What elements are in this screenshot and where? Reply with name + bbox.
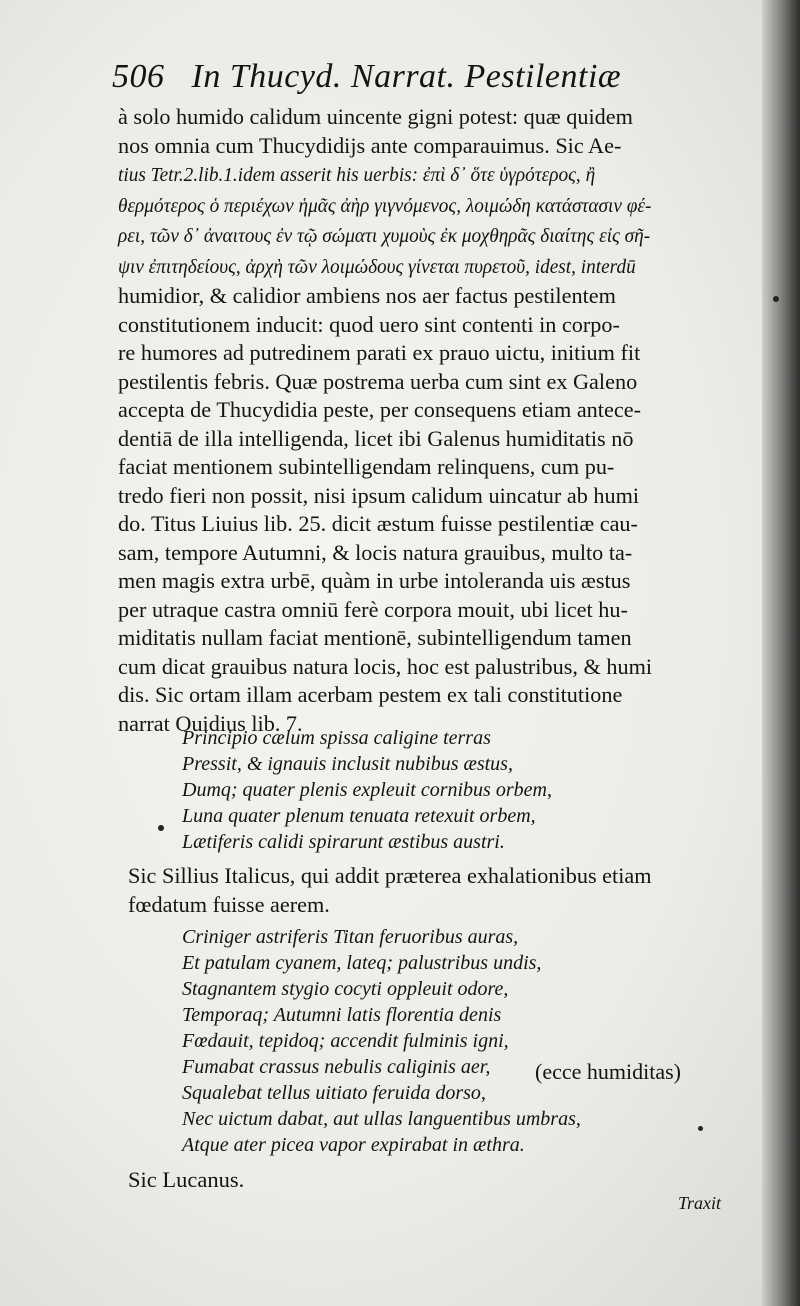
- verse-line: Atque ater picea vapor expirabat in æthra.: [182, 1134, 525, 1156]
- silius-verse: [182, 924, 581, 1158]
- text-line: ρει, τῶν δ᾽ ἀναιτους ἐν τῷ σώματι χυμοὺς ἐκ μοχθηρᾶς διαίτης εἰς σῆ-: [118, 226, 651, 247]
- text-line: à solo humido calidum uincente gigni potest: quæ quidem: [118, 104, 633, 129]
- text-line: do. Titus Liuius lib. 25. dicit æstum fuisse pestilentiæ cau-: [118, 511, 638, 536]
- text-line: constitutionem inducit: quod uero sint contenti in corpo-: [118, 311, 620, 337]
- show-through-margin: [20, 520, 130, 580]
- verse-line: Temporaq; Autumni latis florentia denis: [182, 1004, 502, 1026]
- text-line: dis. Sic ortam illam acerbam pestem ex tali constitutione: [118, 682, 623, 707]
- verse-line: Fumabat crassus nebulis caliginis aer,: [182, 1056, 491, 1078]
- text-line: nos omnia cum Thucydidijs ante comparauimus. Sic Ae-: [118, 132, 622, 158]
- catchword: Traxit: [678, 1193, 722, 1213]
- text-line: re humores ad putredinem parati ex prauo uictu, initium fit: [118, 340, 641, 365]
- marginal-gloss: (ecce humiditas): [535, 1059, 681, 1084]
- verse-line: Principio cælum spissa caligine terras: [182, 727, 491, 749]
- ovid-verse: [182, 725, 552, 855]
- text-line: sam, tempore Autumni, & locis natura grauibus, multo ta-: [118, 539, 633, 565]
- closing-line: [128, 1166, 244, 1195]
- text-line: Sic Sillius Italicus, qui addit præterea exhalationibus etiam: [128, 863, 652, 888]
- closing-text: Sic Lucanus.: [128, 1167, 245, 1192]
- verse-line: Nec uictum dabat, aut ullas languentibus umbras,: [182, 1108, 581, 1130]
- text-line: ψιν ἐπιτηδείους, ἀρχὴ τῶν λοιμώδους γίνεται πυρετοῦ, idest, interdū: [118, 256, 636, 278]
- verse-line: Fœdauit, tepidoq; accendit fulminis igni,: [182, 1030, 509, 1052]
- text-line: per utraque castra omniū ferè corpora mouit, ubi licet hu-: [118, 596, 628, 622]
- ink-speck: [698, 1126, 703, 1131]
- text-line: fœdatum fuisse aerem.: [128, 891, 330, 917]
- text-line: humidior, & calidior ambiens nos aer factus pestilentem: [118, 283, 616, 308]
- ink-speck: [773, 296, 779, 302]
- verse-line: Squalebat tellus uitiato feruida dorso,: [182, 1082, 486, 1104]
- silius-paragraph: [128, 862, 768, 919]
- verse-line: Pressit, & ignauis inclusit nubibus æstus,: [182, 753, 513, 775]
- text-line: dentiā de illa intelligenda, licet ibi Galenus humiditatis nō: [118, 425, 634, 451]
- text-line: narrat Ouidius lib. 7.: [118, 710, 303, 736]
- ink-speck: [158, 825, 164, 831]
- running-title: In Thucyd. Narrat. Pestilentiæ: [191, 58, 622, 95]
- text-line: tredo fieri non possit, nisi ipsum calidum uincatur ab humi: [118, 482, 640, 508]
- text-line: pestilentis febris. Quæ postrema uerba cum sint ex Galeno: [118, 368, 638, 394]
- verse-line: Et patulam cyanem, lateq; palustribus undis,: [182, 952, 542, 974]
- text-line: θερμότερος ὁ περιέχων ἡμᾶς ἀὴρ γιγνόμενος, λοιμώδη κατάστασιν φέ-: [118, 195, 652, 217]
- page-number: 506: [112, 58, 165, 95]
- verse-line: Luna quater plenum tenuata retexuit orbem,: [182, 805, 536, 827]
- text-line: accepta de Thucydidia peste, per consequens etiam antece-: [118, 397, 641, 422]
- verse-line: Criniger astriferis Titan feruoribus auras,: [182, 926, 519, 948]
- text-line: tius Tetr.2.lib.1.idem asserit his uerbis: ἐπὶ δ᾽ ὅτε ὑγρότερος, ἢ: [118, 165, 596, 186]
- verse-line: Stagnantem stygio cocyti oppleuit odore,: [182, 978, 509, 1000]
- running-header: [112, 58, 621, 96]
- main-paragraph: [118, 103, 768, 738]
- text-line: cum dicat grauibus natura locis, hoc est palustribus, & humi: [118, 653, 653, 679]
- verse-line: Lætiferis calidi spirarunt æstibus austri.: [182, 831, 505, 853]
- text-line: miditatis nullam faciat mentionē, subintelligendum tamen: [118, 625, 632, 650]
- text-line: men magis extra urbē, quàm in urbe intoleranda uis æstus: [118, 568, 631, 593]
- text-line: faciat mentionem subintelligendam relinquens, cum pu-: [118, 454, 615, 479]
- verse-line: Dumq; quater plenis expleuit cornibus orbem,: [182, 779, 552, 801]
